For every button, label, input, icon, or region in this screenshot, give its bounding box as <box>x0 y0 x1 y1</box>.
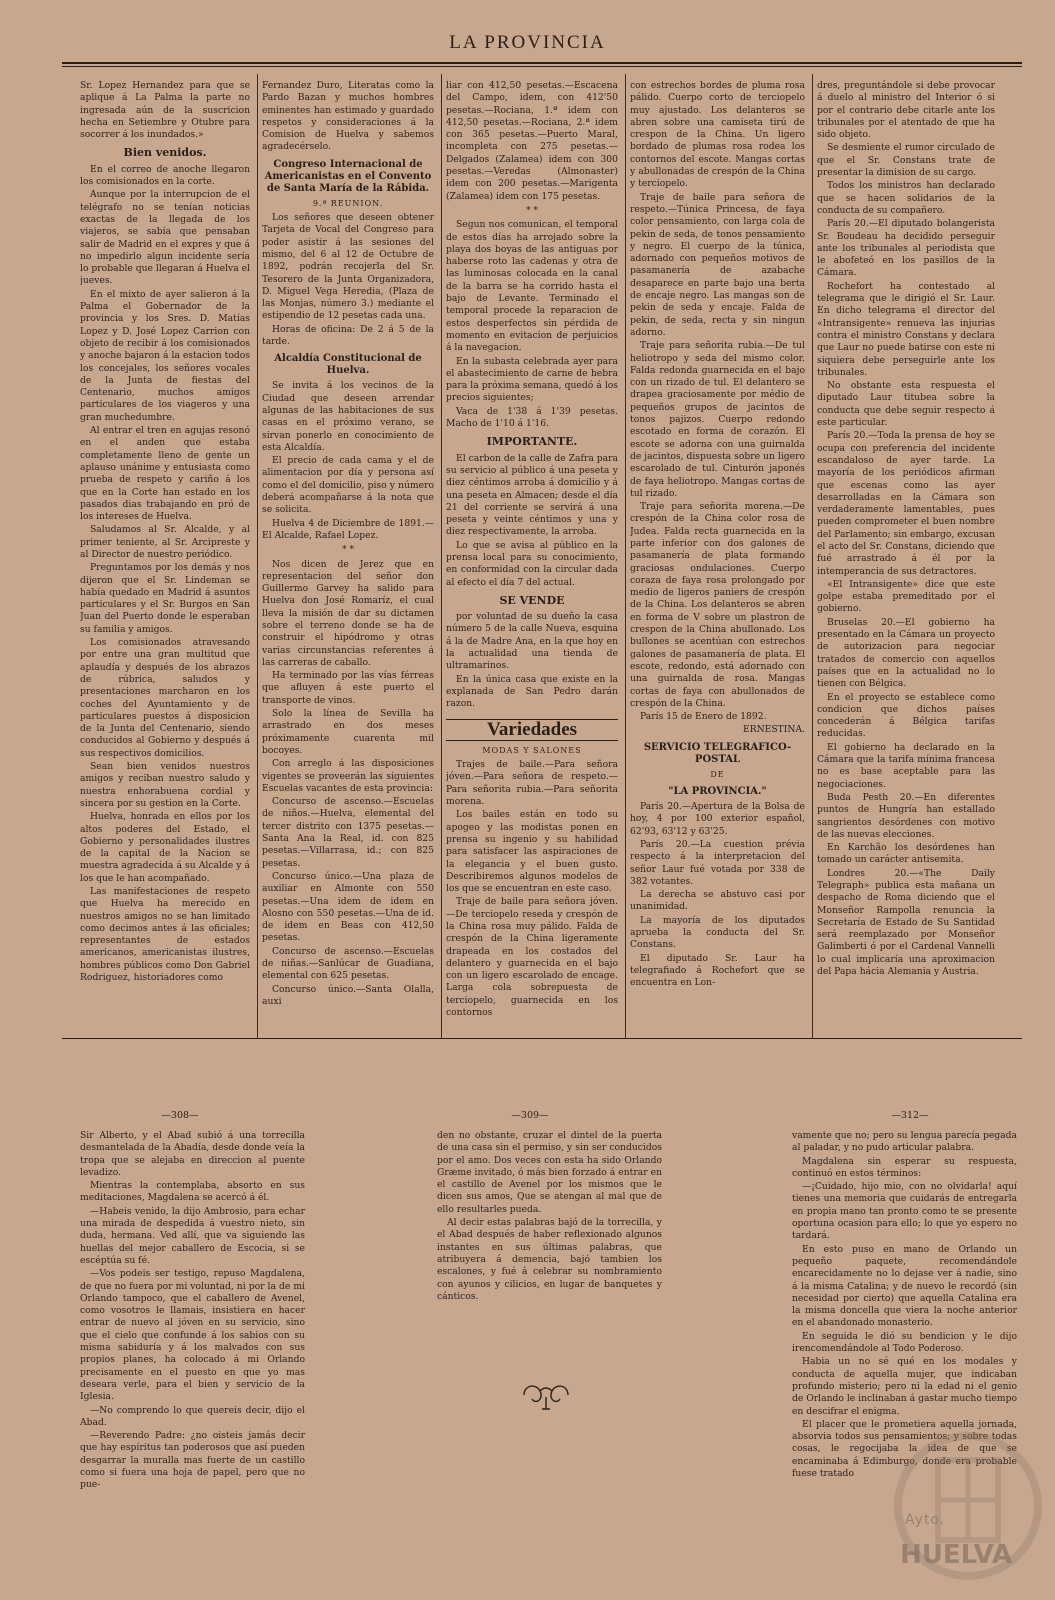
column-3 <box>446 80 618 1030</box>
paragraph: vamente que no; pero su lengua parecía pegada al paladar, y no pudo articular palabra. <box>792 1130 1017 1154</box>
paragraph: Se desmiente el rumor circulado de que el Sr. Constans trate de presentar la dimision de su cargo. <box>817 142 995 179</box>
article-heading: Congreso Internacional de Americanistas en el Convento de Santa María de la Rábida. <box>264 158 432 194</box>
paragraph: den no obstante, cruzar el dintel de la puerta de una casa sin el permiso, y sin ser conducidos por el amo. Dos veces con esta ha sido Orlando Græme invitado, ó más bien forzado á entrar en el castillo de Avenel por los mismos que le dicen sus amos, Que se atengan al mal que de ello resultarles pueda. <box>437 1130 662 1215</box>
article-heading: SERVICIO TELEGRAFICO-POSTAL <box>643 741 792 765</box>
column-5 <box>817 80 995 1030</box>
column-divider <box>257 74 258 1039</box>
paragraph: —No comprendo lo que quereis decir, dijo el Abad. <box>80 1404 305 1428</box>
paragraph: Sir Alberto, y el Abad subió á una torrecilla desmantelada de la Abadía, desde donde veía la tropa que se alejaba en direccion al puente levadizo. <box>80 1130 305 1178</box>
article-heading: "LA PROVINCIA." <box>668 786 767 798</box>
paragraph: Concurso único.—Una plaza de auxiliar en Almonte con 550 pesetas.—Una idem de idem en Alosno con 550 pesetas.—Una de id. de idem en Beas con 412,50 pesetas. <box>262 870 434 944</box>
watermark-label-small: Ayto. <box>905 1512 946 1528</box>
paragraph: Segun nos comunican, el temporal de estos días ha arrojado sobre la playa dos boyas de las antiguas por haberse roto las cadenas y otra de las luminosas colocada en la canal de la barra se ha corrido hasta el bajo de Levante. Terminado el temporal procede la reparacion de estos desperfectos sin pérdida de momento en evitacion de perjuicios á la navegacion. <box>446 219 618 354</box>
paragraph: Magdalena sin esperar su respuesta, continuó en estos términos: <box>792 1155 1017 1179</box>
paragraph: Al decir estas palabras bajó de la torrecilla, y el Abad después de haber reflexionado algunos instantes en sus últimas palabras, que atribuyera á demencia, bajó tambien los escalones, y fué á celebrar su nombramiento con ayunos y cilicios, en lugar de banquetes y cánticos. <box>437 1217 662 1302</box>
paragraph: La derecha se abstuvo casi por unanimidad. <box>630 889 805 913</box>
paragraph: Preguntamos por los demás y nos dijeron que el Sr. Lindeman se había quedado en Madrid á asuntos particulares y el Sr. Burgos en San Juan del Puerto donde le esperaban su familia y amigos. <box>80 562 250 635</box>
column-divider <box>441 74 442 1039</box>
paragraph: En el proyecto se establece como condicion que dichos países concederán á Bélgica tarifas reducidas. <box>817 691 995 740</box>
paragraph: Aunque por la interrupcion de el telégrafo no se tenían noticias exactas de la llegada de los viajeros, se sabía que pensaban salir de Madrid en el expres y que á no impedirlo algun incidente sería lo probable que llegaran á Huelva el jueves. <box>80 189 250 287</box>
column-divider <box>625 74 626 1039</box>
paragraph: Traje de baile para señora de respeto.—Túnica Princesa, de faya color pensamiento, con larga cola de pekin de seda, de tonos pensamiento y negro. El cuerpo de la túnica, adornado con pequeños motivos de pasamanería de azabache desaparece en parte bajo una berta de encaje negro. Las mangas son de pekin de seda y encaje. Falda de pekin, de seda, recta y sin ningun adorno. <box>630 191 805 338</box>
paragraph: En la subasta celebrada ayer para el abastecimiento de carne de hebra para la próxima semana, quedó á los precios siguientes; <box>446 355 618 404</box>
paragraph: En seguida le dió su bendicion y le dijo irencomendándole al Todo Poderoso. <box>792 1330 1017 1355</box>
paragraph: París 20.—La cuestion prévia respecto á la interpretacion del señor Laur fué votada por 338 de 382 votantes. <box>630 838 805 887</box>
paragraph: Londres 20.—«The Daily Telegraph» publica esta mañana un despacho de Roma diciendo que el Monseñor Rampolla renuncia la Secretaría de Estado de Su Santidad será reemplazado por Monseñor Galimberti ó por el Cardenal Vannelli lo cual implicaría una aproximacion del Papa hácia Alemania y Austria. <box>817 867 995 978</box>
paragraph: Traje para señorita morena.—De crespón de la China color rosa de Judea. Falda recta guarnecida en la parte inferior con dos galones de pasamanería de plata formando graciosas ondulaciones. Cuerpo coraza de faya rosa prolongado por medio de ligeros paniers de crespón de la China. Los delanteros se abren en forma de V sobre un plastron de crespon de la China abullonado. Los bullones se acentúan con estrechos galones de pasamanería de plata. El escote, redondo, está adornado con una guirnalda de rosa. Mangas cortas de faya con abullonados de crespón de la China. <box>630 501 805 709</box>
paragraph: —Habeis venido, la dijo Ambrosio, para echar una mirada de despedida á vuestro nieto, sin duda, hermana. Ved allí, que va siguiendo las huellas del mejor caballero de Escocia, si se escéptúa su fé. <box>80 1205 305 1266</box>
article-heading: IMPORTANTE. <box>486 435 578 449</box>
paragraph: Vaca de 1'38 á 1'39 pesetas. Macho de 1'10 á 1'16. <box>446 405 618 430</box>
paragraph: Buda Pesth 20.—En diferentes puntos de Hungría han estallado sangrientos desórdenes con motivo de las nuevas elecciones. <box>817 791 995 840</box>
page-number: —309— <box>511 1110 549 1121</box>
section-subheading: DE <box>710 769 725 779</box>
paragraph: Rochefort ha contestado al telegrama que le dirigió el Sr. Laur. En dicho telegrama el director del «Intransigente» renueva las injurias contra el ministro Constans y declara que Laur no puede batirse con este ni siquiera debe perseguirle ante los tribunales. <box>817 280 995 378</box>
page-number: —312— <box>891 1110 929 1121</box>
paragraph: París 20.—Toda la prensa de hoy se ocupa con preferencia del incidente escandaloso de ayer tarde. La mayoría de los periódicos afirman que escenas como las ayer desarrolladas en la Cámara son verdaderamente lamentables, pues pueden comprometer el buen nombre del Parlamento; sin embargo, excusan el acto del Sr. Constans, diciendo que fué arrastrado á él por la intemperancia de sus detractores. <box>817 430 995 577</box>
paragraph: Saludamos al Sr. Alcalde, y al primer teniente, al Sr. Arcipreste y al Director de nuestro periódico. <box>80 524 250 560</box>
paragraph: Los bailes están en todo su apogeo y las modistas ponen en prensa su ingenio y su habilidad para satisfacer las aspiraciones de la elegancia y el buen gusto. Describiremos algunos modelos de los que se encuentran en este caso. <box>446 809 618 895</box>
paragraph: París 20.—Apertura de la Bolsa de hoy, 4 por 100 exterior español, 62'93, 63'12 y 63'25. <box>630 801 805 837</box>
paragraph: Concurso de ascenso.—Escuelas de niños.—Huelva, elemental del tercer distrito con 1375 pesetas.—Santa Ana la Real, id. con 825 pesetas.—Villarrasa, id.; con 825 pesetas. <box>262 796 434 869</box>
paragraph: Horas de oficina: De 2 á 5 de la tarde. <box>262 323 434 348</box>
paragraph: Se invita á los vecinos de la Ciudad que deseen arrendar algunas de las habitaciones de sus casas en el próximo verano, se sirvan ponerlo en conocimiento de esta Alcaldía. <box>262 380 434 453</box>
paragraph: Sean bien venidos nuestros amigos y reciban nuestro saludo y nuestra enhorabuena cordial y sincera por su gestion en la Corte. <box>80 761 250 809</box>
column-2 <box>262 80 434 1030</box>
article-heading: SE VENDE <box>499 593 565 607</box>
paragraph: En el correo de anoche llegaron los comisionados en la corte. <box>80 163 250 188</box>
paragraph: Los comisionados atravesando por entre una gran multitud que aplaudía y después de los abrazos de rúbrica, saludos y presentaciones marcharon en los coches del Ayuntamiento y de particulares puestos á disposicion de la Junta del Centenario, siendo conducidos al Gobierno y después á sus respectivos domicilios. <box>80 637 250 759</box>
paragraph: Traje de baile para señora jóven.—De terciopelo reseda y crespón de la China rosa muy pálido. Falda de crespón de la China ligeramente drapeada en los costados del delantero y guarnecida en el bajo con un ligero escarolado de encage. Larga cola sobrepuesta de terciopelo, guarnecida en los contornos <box>446 896 618 1019</box>
paragraph: —Reverendo Padre: ¿no oisteis jamás decir que hay espíritus tan poderosos que así pueden desgarrar la muralla mas fuerte de un castillo como si fuera una hoja de papel, pero que no pue- <box>80 1430 305 1491</box>
paragraph: El placer que le prometiera aquella jornada, absorvia todos sus pensamientos; y sobre todas cosas, le regocijaba la idea de que se encaminaba á Edimburgo, donde era probable fuese tratado <box>792 1418 1017 1480</box>
paragraph: En Karchão los desórdenes han tomado un carácter antisemita. <box>817 842 995 866</box>
paragraph: Concurso de ascenso.—Escuelas de niñas.—Sanlúcar de Guadiana, elemental con 625 pesetas. <box>262 945 434 982</box>
page-number: —308— <box>161 1110 199 1121</box>
section-banner: Variedades <box>446 719 618 741</box>
paragraph: Lo que se avisa al público en la prensa local para su conocimiento, en conformidad con la circular dada al efecto el día 7 del actual. <box>446 539 618 588</box>
masthead-rule-thin <box>62 66 1022 67</box>
ornament-icon <box>516 1375 576 1415</box>
column-divider <box>812 74 813 1039</box>
paragraph: El gobierno ha declarado en la Cámara que la tarifa mínima francesa no es base aceptable para las negociaciones. <box>817 741 995 790</box>
paragraph: El precio de cada cama y el de alimentacion por día y persona así como el del domicilio, piso y número deberá acompañarse á la nota que se solicita. <box>262 455 434 516</box>
paragraph: Solo la línea de Sevilla ha arrastrado en dos meses próximamente cuarenta mil bocoyes. <box>262 708 434 756</box>
paragraph: Todos los ministros han declarado que se hacen solidarios de la conducta de su compañero. <box>817 180 995 216</box>
masthead-title: LA PROVINCIA <box>449 32 606 53</box>
paragraph: Trajes de baile.—Para señora jóven.—Para señora de respeto.—Para señorita rubia.—Para señorita morena. <box>446 759 618 808</box>
paragraph: —Vos podeis ser testigo, repuso Magdalena, de que no fuera por mi voluntad, ni por la de mi Orlando tampoco, que el caballero de Avenel, como vosotros le llamais, insistiera en hacer entrar de nuevo al jóven en su servicio, sino que el cielo que confunde á los sabios con su misma sabiduría y á los malvados con sus propios planes, ha colocado á mi Orlando precisamente en el puesto en que yo mas deseara verle, para el bien y servicio de la Iglesia. <box>80 1268 305 1403</box>
paragraph: Habia un no sé qué en los modales y conducta de aquella mujer, que indicaban profundo misterio; pero ni la edad ni el genio de Orlando le inclinaban á gastar mucho tiempo en descifrar el enigma. <box>792 1356 1017 1417</box>
paragraph: Fernandez Duro, Literatas como la Pardo Bazan y muchos hombres eminentes han estimado y guardado respetos y consideraciones á la Comision de Huelva y sabemos agradecérselo. <box>262 80 434 153</box>
paragraph: El diputado Sr. Laur ha telegrafiado á Rochefort que se encuentra en Lon- <box>630 952 805 989</box>
section-subheading: 9.ª REUNION. <box>312 198 384 208</box>
paragraph: No obstante esta respuesta el diputado Laur titubea sobre la conducta que debe seguir respecto á este particular. <box>817 380 995 429</box>
paragraph: Traje para señorita rubia.—De tul heliotropo y seda del mismo color. Falda redonda guarnecida en el bajo con un rizado de tul. El delantero se drapea graciosamente por médio de pequeños grupos de jacintos de tonos pajizos. Cuerpo redondo escotado en forma de corazón. El escote se adorna con una guirnalda de jacintos, dispuesta sobre un ligero escarolado de tul. Cinturón japonés de faya heliotropo. Mangas cortas de tul rizado. <box>630 340 805 499</box>
paragraph: Huelva, honrada en ellos por los altos poderes del Estado, el Gobierno y personalidades ilustres de la capital de la Nacion se muestra agradecida á su Alcalde y á los que le han acompañado. <box>80 811 250 884</box>
paragraph: —¡Cuidado, hijo mio, con no olvidarla! aquí tienes una memoria que cuidarás de entregarla en propia mano tan pronto como te se presente oportuna ocasion para ello; lo que yo espero no tardará. <box>792 1181 1017 1242</box>
serial-column-2 <box>437 1130 662 1370</box>
section-rule <box>62 1038 1022 1039</box>
watermark-label: HUELVA <box>900 1540 1013 1570</box>
column-1 <box>80 80 250 1030</box>
paragraph: dres, preguntándole si debe provocar á duelo al ministro del Interior ó si por el contrario debe citarle ante los tribunales por el atentado de que ha sido objeto. <box>817 80 995 141</box>
article-heading: Alcaldía Constitucional de Huelva. <box>274 353 422 377</box>
section-subheading: MODAS Y SALONES <box>482 745 582 755</box>
column-4 <box>630 80 805 1030</box>
article-heading: Bien venidos. <box>123 146 207 160</box>
signature: ERNESTINA. <box>742 724 805 736</box>
paragraph: París 15 de Enero de 1892. <box>640 711 767 723</box>
paragraph: Sr. Lopez Hernandez para que se aplique á La Palma la parte no ingresada aún de la suscricion hecha en Setiembre y Otubre para socorrer á los inundados.» <box>80 80 250 141</box>
masthead-rule <box>62 62 1022 64</box>
paragraph: En esto puso en mano de Orlando un pequeño paquete, recomendándole encarecidamente no lo dejase ver á nadie, sino á la misma Catalina; y de nuevo le recordó (sin necesidad por cierto) que aquella Catalina era la misma doncella que viera la noche anterior en el abandonado monasterio. <box>792 1243 1017 1329</box>
paragraph: Ha terminado por las vías férreas que afluyen á este puerto el transporte de vinos. <box>262 670 434 706</box>
paragraph: La mayoría de los diputados aprueba la conducta del Sr. Constans. <box>630 914 805 951</box>
paragraph: con estrechos bordes de pluma rosa pálido. Cuerpo corto de terciopelo muy ajustado. Los delanteros se abren sobre una camiseta tirú de crespon de la China. Un ligero bordado de plumas rosa rodea los contornos del escote. Mangas cortas y abullonadas de crespón de la China y terciopelo. <box>630 80 805 190</box>
paragraph: Con arreglo á las disposiciones vigentes se proveerán las siguientes Escuelas vacantes de esta provincia: <box>262 758 434 794</box>
paragraph: Concurso único.—Santa Olalla, auxi <box>262 983 434 1007</box>
paragraph: «El Intransigente» dice que este golpe estaba premeditado por el gobierno. <box>817 578 995 615</box>
paragraph: Las manifestaciones de respeto que Huelva ha merecido en nuestros amigos no se han limitado como decimos antes á las oficiales; representantes de estados americanos, americanistas ilustres, hombres públicos como Don Gabriel Rodriguez, historiadores como <box>80 886 250 984</box>
paragraph: Huelva 4 de Diciembre de 1891.— El Alcalde, Rafael Lopez. <box>262 517 434 541</box>
serial-column-1 <box>80 1130 305 1590</box>
separator-stars: * * <box>341 544 355 556</box>
paragraph: Los señores que deseen obtener Tarjeta de Vocal del Congreso para poder asistir á las sesiones del mismo, del 6 al 12 de Octubre de 1892, podrán recojerla del Sr. Tesorero de la Junta Organizadora, D. Miguel Vega Heredia, (Plaza de las Monjas, número 3.) mediante el estipendio de 12 pesetas cada una. <box>262 212 434 322</box>
paragraph: Al entrar el tren en agujas resonó en el anden que estaba completamente lleno de gente un aplauso unánime y entusiasta como prueba de respeto y cariño á los que en la Corte han estado en los pasados dias trabajando en pró de los intereses de Huelva. <box>80 425 250 523</box>
paragraph: Bruselas 20.—El gobierno ha presentado en la Cámara un proyecto de autorizacion para negociar tratados de comercio con aquellos países que en la actualidad no lo tienen con Bélgica. <box>817 616 995 690</box>
paragraph: Mientras la contemplaba, absorto en sus meditaciones, Magdalena se acercó á él. <box>80 1180 305 1204</box>
separator-stars: * * <box>525 204 539 216</box>
paragraph: En la única casa que existe en la explanada de San Pedro darán razon. <box>446 673 618 710</box>
paragraph: El carbon de la calle de Zafra para su servicio al público á una peseta y diez céntimos arroba á domicilio y á una peseta en Almacen; desde el día 21 del corriente se servirá á una peseta y veinte céntimos y una y diez respectivamente, la arroba. <box>446 452 618 538</box>
paragraph: París 20.—El diputado bolangerista Sr. Boudeau ha decidido perseguir ante los tribunales al periodista que le abofeteó en los pasillos de la Cámara. <box>817 218 995 279</box>
paragraph: Nos dicen de Jerez que en representacion del señor don Guillermo Garvey ha salido para Huelva don José Romaríz, el cual lleva la misión de dar su dictamen sobre el terreno donde se ha de construir el hipódromo y otras varias circunstancias referentes á las carreras de caballo. <box>262 558 434 668</box>
paragraph: liar con 412,50 pesetas.—Escacena del Campo, idem, con 412'50 pesetas.—Rociana, 1.ª idem con 412,50 pesetas.—Rociana, 2.ª idem con 365 pesetas.—Puerto Maral, incompleta con 275 pesetas.—Delgados (Zalamea) idem con 300 pesetas.—Veredas (Almonaster) idem con 200 pesetas.—Marigenta (Zalamea) idem con 175 pesetas. <box>446 80 618 202</box>
paragraph: En el mixto de ayer salieron á la Palma el Gobernador de la provincia y los Sres. D. Matías Lopez y D. José Lopez Carrion con objeto de recibir á los comisionados y anoche bajaron á la estacion todos los concejales, los señores vocales de la Junta de fiestas del Centenario, muchos amigos particulares de los viageros y una gran muchedumbre. <box>80 288 250 423</box>
paragraph: por voluntad de su dueño la casa número 5 de la calle Nueva, esquina á la de Madre Ana, en la que hoy en la actualidad una tienda de ultramarinos. <box>446 611 618 672</box>
